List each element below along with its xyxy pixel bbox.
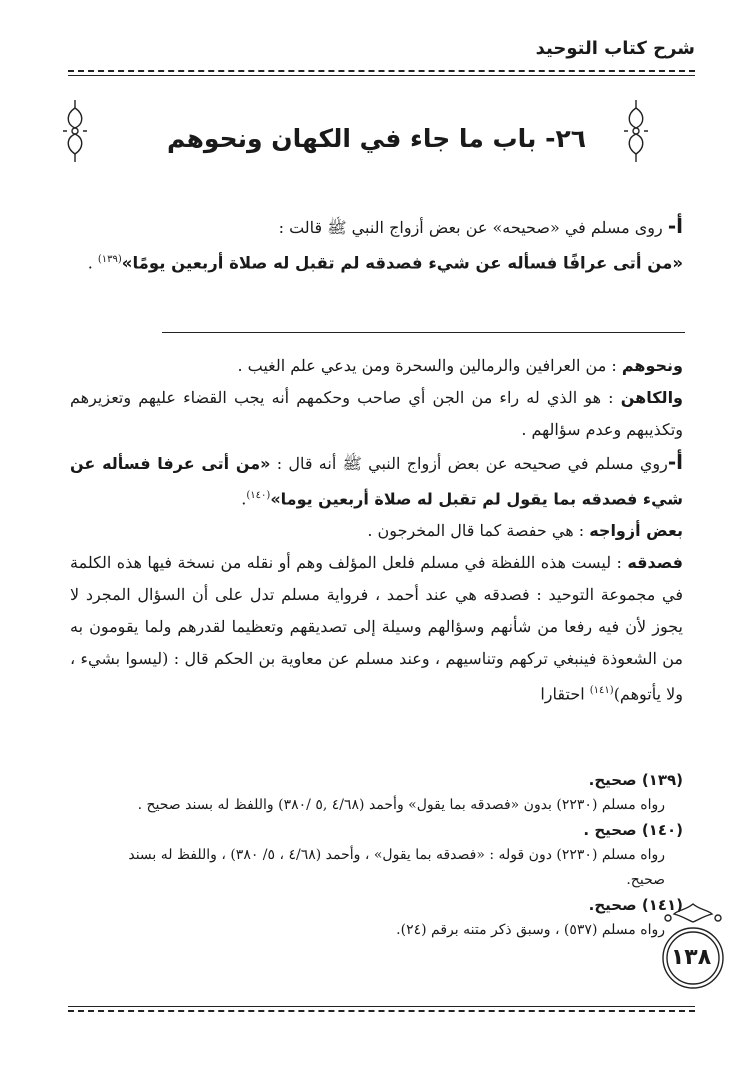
footnote-141 [120,893,683,943]
commentary [70,350,683,711]
footnote-number: (١٤١) [641,896,683,914]
footnotes [120,768,683,943]
term-nahwihim: ونحوهم [621,356,683,375]
hadith-block: أ- روى مسلم في «صحيحه» عن بعض أزواج النبي ﷺ قالت : «من أتى عرافًا فسأله عن شيء فصدقه لم تقبل له صلاة أربعين يومًا»$^{(١٣٩)}$ . [70,210,683,279]
footnote-text: رواه مسلم (٥٣٧) ، وسبق ذكر متنه برقم (٢٤). [396,922,665,938]
commentary-p2 [70,382,683,446]
running-head: شرح كتاب التوحيد [535,38,695,59]
p5-ref: (١٤١) [589,685,614,697]
p3-quote: «من أتى عرفا فسأله عن شيء فصدقه بما يقول لم تقبل له صلاة أربعين يوما» [70,454,683,509]
p4-text: : هي حفصة كما قال المخرجون . [367,521,585,541]
hadith-ref: (١٣٩) [97,254,122,265]
p1-text: : من العرافين والرمالين والسحرة ومن يدعي علم الغيب . [237,356,617,375]
chapter-title: ٢٦- باب ما جاء في الكهان ونحوهم [166,124,587,153]
footer-rule [68,1006,695,1012]
commentary-p1 [70,350,683,382]
page-number: ١٣٨ [670,945,712,970]
footnote-text: رواه مسلم (٢٢٣٠) دون قوله : «فصدقه بما يقول» ، وأحمد (٤/٦٨ ، ٥/ ٣٨٠) ، واللفظ له بسند صحيح. [128,847,665,888]
footnote-label: صحيح. [588,896,637,914]
term-kahin: والكاهن [620,388,683,407]
commentary-p5 [70,547,683,710]
p5-text: : ليست هذه اللفظة في مسلم فلعل المؤلف وهم أو نقله من نسخة فيها هذه الكلمة في مجموعة التوحيد : فصدقه هي عند أحمد ، فرواية مسلم تدل على أن السؤال المجرد لا يجوز لأن فيه رفعا من شأنهم وسؤالهم وسيلة إلى تصديقهم وتعظيما لقدرهم ولما يقومون به من الشعوذة فينبغي تركهم وتناسيهم ، وعند مسلم عن معاوية بن الحكم قال : (ليسوا بشيء ، ولا يأتوهم) [70,553,683,704]
section-divider [162,332,685,333]
footnote-number: (١٤٠) [641,821,683,839]
hadith-lead: روى مسلم في «صحيحه» عن بعض أزواج النبي ﷺ قالت : [278,218,663,237]
p3-lead: روي مسلم في صحيحه عن بعض أزواج النبي ﷺ أنه قال : [276,454,668,473]
commentary-p4 [70,515,683,547]
footnote-140 [120,818,683,893]
left-ornament-icon [62,98,88,164]
footnote-text: رواه مسلم (٢٢٣٠) بدون «فصدقه بما يقول» وأحمد (٤/٦٨ ,٥ /٣٨٠) واللفظ له بسند صحيح . [137,797,665,813]
footnote-head [120,818,683,843]
footnote-label: صحيح . [583,821,637,839]
commentary-p3: أ-روي مسلم في صحيحه عن بعض أزواج النبي ﷺ أنه قال : «من أتى عرفا فسأله عن شيء فصدقه بما يقول لم تقبل له صلاة أربعين يوما»$^{(١٤٠)}$. [70,450,684,509]
footnote-head [120,893,683,918]
header-rule [68,70,695,76]
hadith-lead-line [70,210,683,244]
p2-text: : هو الذي له راء من الجن أي صاحب وحكمهم أنه يجب القضاء عليهم وتعزيرهم وتكذيبهم وعدم سؤالهم . [70,388,683,439]
footnote-head [120,768,683,793]
p3-ref: (١٤٠) [246,490,271,501]
footnote-label: صحيح. [588,771,637,789]
hadith-letter: أ- [667,214,683,238]
p3-letter: أ- [667,450,684,474]
p5-tail: احتقارا [540,684,585,704]
term-ba3d-azwajihi: بعض أزواجه [589,521,683,541]
hadith-text: «من أتى عرافًا فسأله عن شيء فصدقه لم تقبل له صلاة أربعين يومًا» [121,253,683,273]
footnote-number: (١٣٩) [641,771,683,789]
footnote-139 [120,768,683,818]
term-fasaddaqahu: فصدقه [627,553,684,573]
